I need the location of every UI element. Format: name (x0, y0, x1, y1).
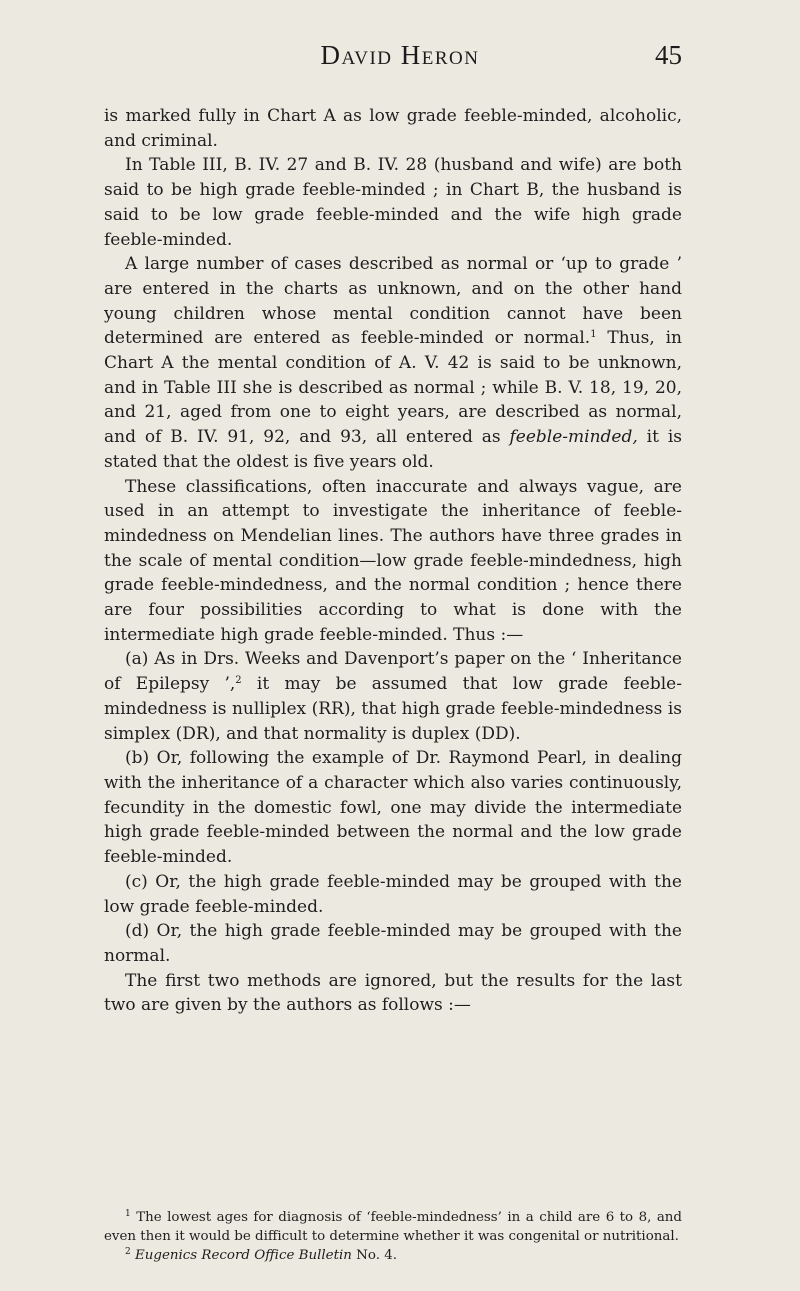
body-text (104, 104, 682, 1018)
footnote-2 (104, 1246, 682, 1265)
paragraph-text: The first two methods are ignored, but the results for the last two are given by the authors as follows :— (104, 970, 682, 1016)
paragraph-text: Or, the high grade feeble-minded may be grouped with the normal. (104, 921, 682, 966)
footnote-ref-1[interactable]: 1 (590, 329, 597, 341)
paragraph-text: Or, following the example of Dr. Raymond Pearl, in dealing with the inheritance of a character which also varies continuously, fecundity in the domestic fowl, one may divide the intermediate high grade feeble-minded between the normal and the low grade feeble-minded. (104, 748, 682, 868)
paragraph-continuation (104, 104, 682, 153)
paragraph-text: is marked fully in Chart A as low grade feeble-minded, alcoholic, and criminal. (104, 106, 682, 151)
paragraph-option-b (104, 746, 682, 870)
running-head: David Heron (320, 40, 480, 70)
paragraph-option-a (104, 647, 682, 746)
footnotes (104, 1208, 682, 1265)
footnote-mark: 1 (125, 1209, 131, 1219)
paragraph-text: it may be assumed that low grade feeble-mindedness is nulliplex (RR), that high grade feeble-mindedness is simplex (DR), and that normality is duplex (DD). (104, 674, 682, 744)
footnote-mark: 2 (125, 1247, 131, 1257)
paragraph-text: Thus, in Chart A the mental condition of A. V. 42 is said to be unknown, and in Table III she is described as normal ; while B. V. 18, 19, 20, and 21, aged from one to eight years, are described as normal, and of B. IV. 91, 92, and 93, all entered as (104, 328, 682, 448)
footnote-citation: Eugenics Record Office Bulletin (130, 1248, 352, 1263)
footnote-1 (104, 1208, 682, 1246)
paragraph-text: As in Drs. Weeks and Davenport’s paper on the ‘ Inheritance of Epilepsy ’, (104, 649, 682, 695)
paragraph-option-d (104, 919, 682, 968)
footnote-ref-2[interactable]: 2 (235, 675, 242, 687)
page-number: 45 (655, 40, 682, 70)
paragraph-text: In Table III, B. IV. 27 and B. IV. 28 (husband and wife) are both said to be high grade feeble-minded ; in Chart B, the husband is said to be low grade feeble-minded and the wife high grade feeble-minded. (104, 155, 682, 250)
page-header (0, 40, 800, 80)
footnote-text: The lowest ages for diagnosis of ‘feeble-mindedness’ in a child are 6 to 8, and even then it would be difficult to determine whether it was congenital or nutritional. (104, 1210, 682, 1244)
option-label: (d) (125, 921, 150, 942)
paragraph-text: A large number of cases described as normal or ‘up to grade ’ are entered in the charts as unknown, and on the other hand young children whose mental condition cannot have been determined are entered as feeble-minded or normal. (104, 254, 682, 349)
paragraph-text: Or, the high grade feeble-minded may be grouped with the low grade feeble-minded. (104, 871, 682, 917)
paragraph-text: it is stated that the oldest is five years old. (104, 427, 682, 472)
paragraph-results (104, 969, 682, 1018)
paragraph-unknown-cases (104, 252, 682, 474)
paragraph-table-iii (104, 153, 682, 252)
option-label: (c) (125, 871, 148, 892)
paragraph-option-c (104, 870, 682, 919)
option-label: (b) (125, 748, 150, 769)
footnote-text: No. 4. (351, 1248, 397, 1263)
paragraph-classifications (104, 475, 682, 648)
option-label: (a) (125, 649, 149, 670)
italic-term: feeble-minded, (509, 427, 638, 448)
paragraph-text: These classifications, often inaccurate and always vague, are used in an attempt to investigate the inheritance of feeble-mindedness on Mendelian lines. The authors have three grades in the scale of mental condition—low grade feeble-mindedness, high grade feeble-mindedness, and the normal condition ; hence there are four possibilities according to what is done with the intermediate high grade feeble-minded. Thus :— (104, 476, 682, 645)
